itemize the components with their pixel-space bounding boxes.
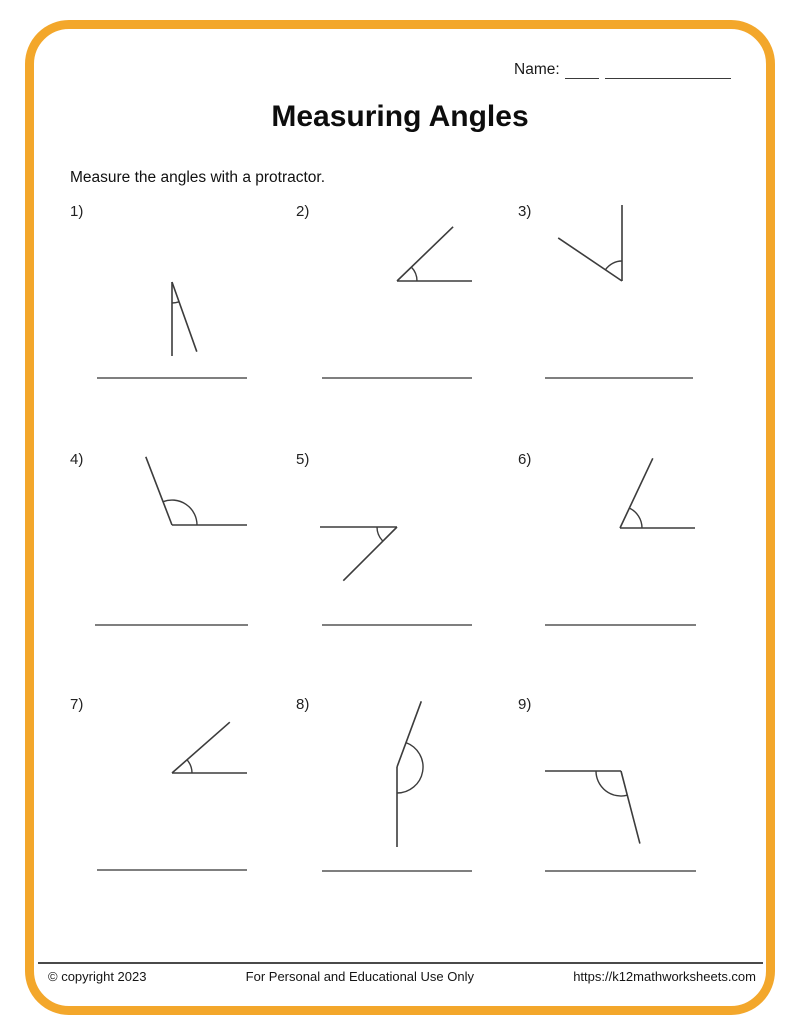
angle-arc <box>172 302 179 303</box>
problem-2 <box>288 200 520 450</box>
problem-9 <box>510 693 742 943</box>
angle-arc <box>187 760 192 773</box>
angle-ray <box>620 458 653 528</box>
angle-figure <box>288 200 520 450</box>
name-blank[interactable] <box>565 62 599 79</box>
problem-3 <box>510 200 742 450</box>
problem-number: 4) <box>70 451 84 468</box>
angle-ray <box>558 238 622 281</box>
problem-6 <box>510 448 742 698</box>
page-title: Measuring Angles <box>271 100 529 133</box>
problem-number: 3) <box>518 203 532 220</box>
problem-number: 2) <box>296 203 310 220</box>
angle-figure <box>510 693 742 943</box>
angle-ray <box>172 282 197 352</box>
problem-8 <box>288 693 520 943</box>
angle-ray <box>146 457 172 525</box>
problem-number: 7) <box>70 696 84 713</box>
problem-number: 5) <box>296 451 310 468</box>
name-label: Name: <box>514 61 560 78</box>
angle-ray <box>397 227 453 281</box>
problem-number: 1) <box>70 203 84 220</box>
angle-figure <box>62 448 294 698</box>
angle-arc <box>605 261 622 270</box>
angle-figure <box>510 448 742 698</box>
angle-figure <box>62 200 294 450</box>
problem-7 <box>62 693 294 943</box>
problem-4 <box>62 448 294 698</box>
angle-arc <box>397 743 423 793</box>
angle-ray <box>621 771 640 844</box>
angle-arc <box>629 508 642 528</box>
angle-arc <box>411 267 417 281</box>
angle-figure <box>62 693 294 943</box>
instructions: Measure the angles with a protractor. <box>70 169 326 186</box>
angle-arc <box>163 500 197 525</box>
angle-ray <box>343 527 397 581</box>
angle-figure <box>510 200 742 450</box>
problem-number: 8) <box>296 696 310 713</box>
footer-copyright: © copyright 2023 <box>48 969 147 984</box>
angle-arc <box>377 527 383 541</box>
footer-url: https://k12mathworksheets.com <box>573 969 756 984</box>
problem-1 <box>62 200 294 450</box>
problem-5 <box>288 448 520 698</box>
name-blank[interactable] <box>605 62 731 79</box>
angle-ray <box>397 701 421 767</box>
angle-ray <box>172 722 230 773</box>
angle-figure <box>288 448 520 698</box>
footer <box>48 969 756 984</box>
problem-number: 6) <box>518 451 532 468</box>
name-row <box>514 61 731 79</box>
footer-divider <box>38 962 763 964</box>
angle-figure <box>288 693 520 943</box>
footer-usage-text: For Personal and Educational Use Only <box>245 969 475 984</box>
problem-number: 9) <box>518 696 532 713</box>
